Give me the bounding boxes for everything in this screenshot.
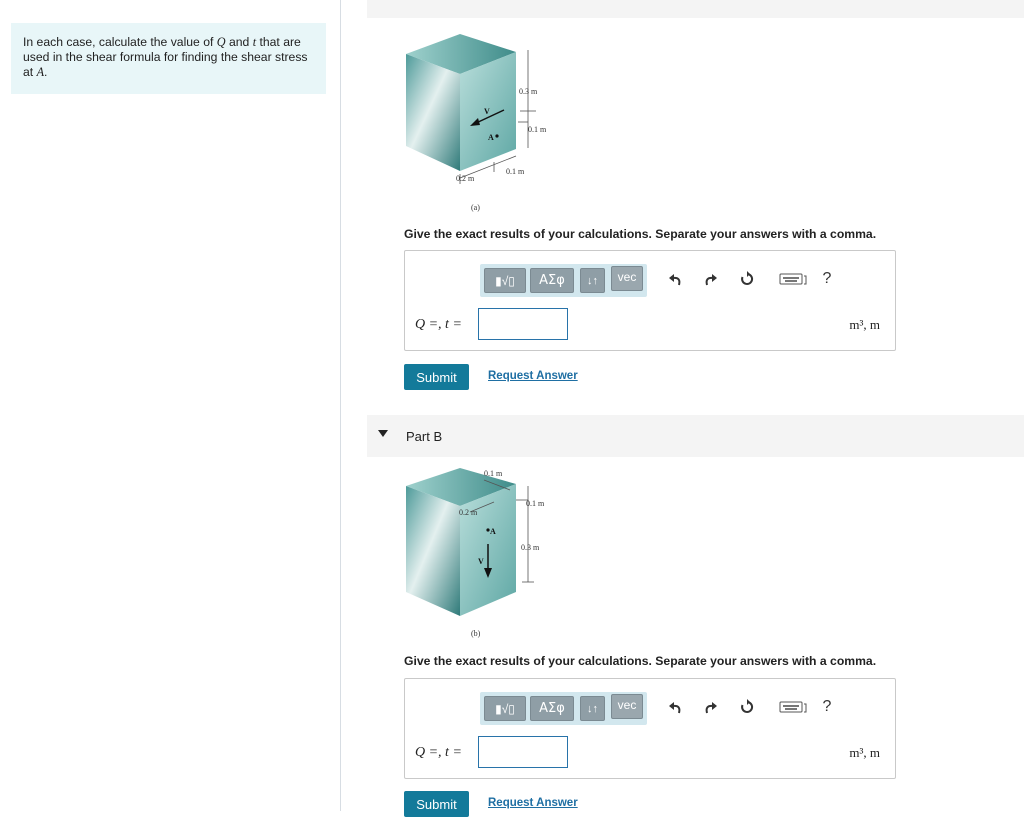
beam-figure-a — [398, 26, 568, 216]
part-a-variable-label: Q =, t = — [415, 317, 462, 332]
part-a-answer-input[interactable] — [478, 308, 568, 340]
greek-symbols-button[interactable]: ΑΣφ — [530, 268, 574, 293]
dim-width-label-a: 0.2 m — [456, 174, 475, 183]
keyboard-icon[interactable] — [777, 695, 811, 719]
point-a-label-a: A — [488, 133, 494, 142]
templates-button[interactable]: ▮√▯ — [484, 696, 526, 721]
shear-v-label-a: V — [484, 107, 490, 116]
reset-icon[interactable] — [735, 695, 759, 719]
redo-icon[interactable] — [699, 267, 723, 291]
part-a-header-strip — [367, 0, 1024, 18]
help-icon[interactable]: ? — [822, 698, 832, 715]
part-a-units: m³, m — [849, 317, 880, 332]
redo-icon[interactable] — [699, 695, 723, 719]
instructions-point: A — [36, 65, 45, 79]
dim-upper-label-a: 0.1 m — [528, 125, 547, 134]
part-b-submit-button[interactable]: Submit — [404, 791, 469, 817]
dim-top-label-b: 0.1 m — [484, 469, 503, 478]
subscript-superscript-button[interactable]: ↓↑ — [580, 696, 605, 721]
instructions-var-q: Q — [216, 35, 226, 49]
dim-height-label-b: 0.3 m — [521, 543, 540, 552]
shear-v-label-b: V — [478, 557, 484, 566]
cube-left-face-a — [406, 54, 460, 171]
part-b-header[interactable] — [367, 415, 1024, 457]
instructions-suffix: that are used in the shear formula for finding the shear stress at — [23, 35, 308, 79]
beam-figure-b — [398, 464, 568, 644]
part-a-submit-button[interactable]: Submit — [404, 364, 469, 390]
part-b-title: Part B — [406, 429, 443, 444]
part-b-request-answer-link[interactable]: Request Answer — [488, 797, 578, 809]
part-b-math-toolbar — [480, 692, 647, 725]
help-icon[interactable]: ? — [822, 270, 832, 287]
part-a-answer-box — [404, 250, 896, 351]
templates-button[interactable]: ▮√▯ — [484, 268, 526, 293]
part-a-math-toolbar — [480, 264, 647, 297]
part-b-prompt: Give the exact results of your calculations. Separate your answers with a comma. — [404, 654, 877, 668]
keyboard-icon[interactable] — [777, 267, 811, 291]
vector-button[interactable]: vec — [611, 266, 643, 291]
reset-icon[interactable] — [735, 267, 759, 291]
part-a-figure — [398, 26, 568, 216]
part-b-figure — [398, 464, 568, 644]
left-column — [0, 0, 341, 811]
point-a-label-b: A — [490, 527, 496, 536]
undo-icon[interactable] — [663, 695, 687, 719]
cube-left-face-b — [406, 486, 460, 616]
collapse-arrow-icon[interactable] — [378, 430, 388, 437]
part-b-units: m³, m — [849, 745, 880, 760]
vector-button[interactable]: vec — [611, 694, 643, 719]
instructions-var-t: t — [252, 35, 257, 49]
part-b-answer-box — [404, 678, 896, 779]
undo-icon[interactable] — [663, 267, 687, 291]
subscript-superscript-button[interactable]: ↓↑ — [580, 268, 605, 293]
dim-left-label-b: 0.2 m — [459, 508, 478, 517]
dim-right-label-b: 0.1 m — [526, 499, 545, 508]
instructions-mid: and — [225, 35, 253, 49]
instructions-prefix: In each case, calculate the value of — [23, 35, 217, 49]
greek-symbols-button[interactable]: ΑΣφ — [530, 696, 574, 721]
figure-caption-b: (b) — [471, 629, 481, 638]
dim-depth-label-a: 0.3 m — [519, 87, 538, 96]
part-a-request-answer-link[interactable]: Request Answer — [488, 370, 578, 382]
part-b-variable-label: Q =, t = — [415, 745, 462, 760]
part-b-answer-input[interactable] — [478, 736, 568, 768]
instructions-end: . — [44, 65, 48, 79]
part-a-prompt: Give the exact results of your calculations. Separate your answers with a comma. — [404, 227, 877, 241]
dim-lower-label-a: 0.1 m — [506, 167, 525, 176]
instructions-panel — [11, 23, 326, 94]
figure-caption-a: (a) — [471, 203, 480, 212]
